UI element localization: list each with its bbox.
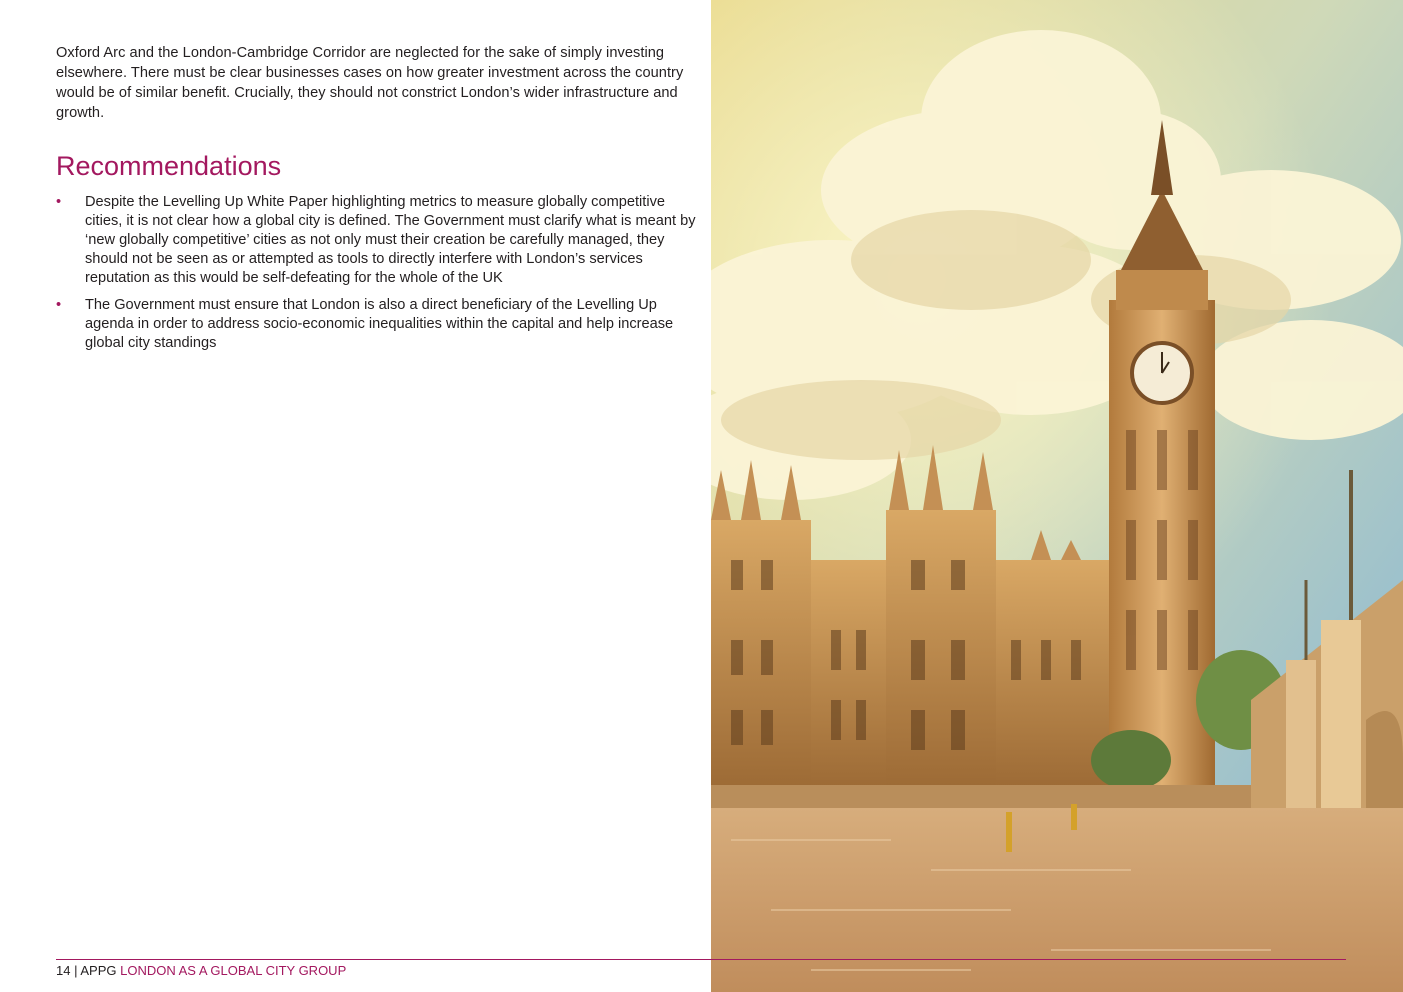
list-item: [56, 193, 696, 288]
list-item: [56, 296, 696, 353]
list-item-text: The Government must ensure that London is also a direct beneficiary of the Levelling Up agenda in order to address socio-economic inequalities within the capital and help increase global city standings: [85, 297, 674, 351]
footer-separator: |: [70, 963, 81, 978]
page-number: 14: [56, 963, 71, 978]
intro-paragraph: Oxford Arc and the London-Cambridge Corridor are neglected for the sake of simply investing elsewhere. There must be clear businesses cases on how greater investment across the country would be of similar benefit. Crucially, they should not constrict London’s wider infrastructure and growth.: [56, 45, 684, 121]
section-heading: Recommendations: [56, 151, 282, 181]
recommendations-list: [56, 193, 696, 353]
text-column: [56, 43, 696, 361]
footer-rule: [56, 959, 1346, 960]
footer-group-name: LONDON AS A GLOBAL CITY GROUP: [120, 963, 347, 978]
westminster-photo: [711, 0, 1403, 992]
list-item-text: Despite the Levelling Up White Paper highlighting metrics to measure globally competitive cities, it is not clear how a global city is defined. The Government must clarify what is meant by ‘new globally competitive’ cities as not only must their creation be carefully managed, they should not be seen as or attempted as tools to directly interfere with London’s services reputation as this would be self-defeating for the whole of the UK: [85, 194, 696, 286]
page-footer: [56, 963, 346, 979]
bullet-icon: •: [56, 194, 62, 210]
bullet-icon: •: [56, 297, 62, 313]
footer-prefix: APPG: [80, 963, 121, 978]
